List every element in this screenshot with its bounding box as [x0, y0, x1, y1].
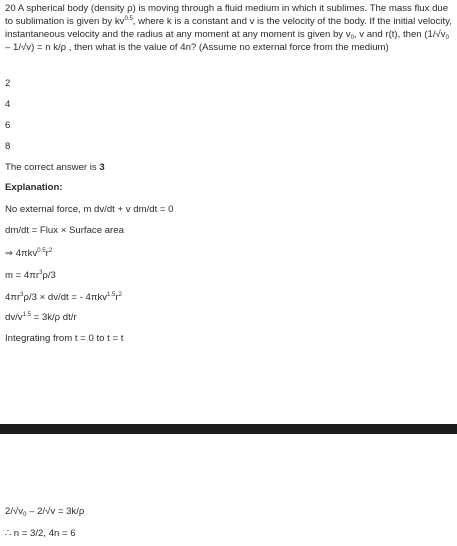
step-9: ∴ n = 3/2, 4n = 6	[5, 528, 76, 539]
step-3: ⇒ $4\pi kv^{0.5}r^2$	[5, 248, 53, 259]
step-1: No external force, m dv/dt + v dm/dt = 0	[5, 204, 174, 215]
option-3: 6	[5, 120, 11, 131]
answer-value: 3	[99, 162, 105, 173]
dark-divider-band	[0, 424, 457, 434]
step-7: Integrating from t = 0 to t = t	[5, 333, 124, 344]
step-6: $dv/v^{1.5} = 3k/\rho$ dt/r	[5, 312, 77, 323]
explanation-heading: Explanation:	[5, 182, 63, 193]
step-5: $4\pi r^3\rho/3 \times dv/dt$ = - $4\pi kv^{1.5}r^2$	[5, 292, 122, 303]
correct-answer: The correct answer is 3	[5, 162, 105, 173]
option-2: 4	[5, 99, 11, 110]
question-text: 20 A spherical body (density ρ) is moving through a fluid medium in which it sublimes. The mass flux due to sublimation is given by $kv^{0.5}$, where k is a constant and v is the velocity of the body. If the initial velocity, instantaneous velocity and the radius at any moment at any moment is given by $v_0$, v and r(t), then $(1/√v_0 - 1/√v) = n$ k/ρ , then what is the value of 4n? (Assume no external force from the medium)	[5, 3, 452, 53]
option-4: 8	[5, 141, 11, 152]
step-4: $m = 4\pi r^3\rho/3$	[5, 270, 56, 281]
step-8: $2/√v_0 - 2/√v = 3k/\rho$	[5, 506, 85, 518]
option-1: 2	[5, 78, 11, 89]
step-2: dm/dt = Flux × Surface area	[5, 225, 124, 236]
